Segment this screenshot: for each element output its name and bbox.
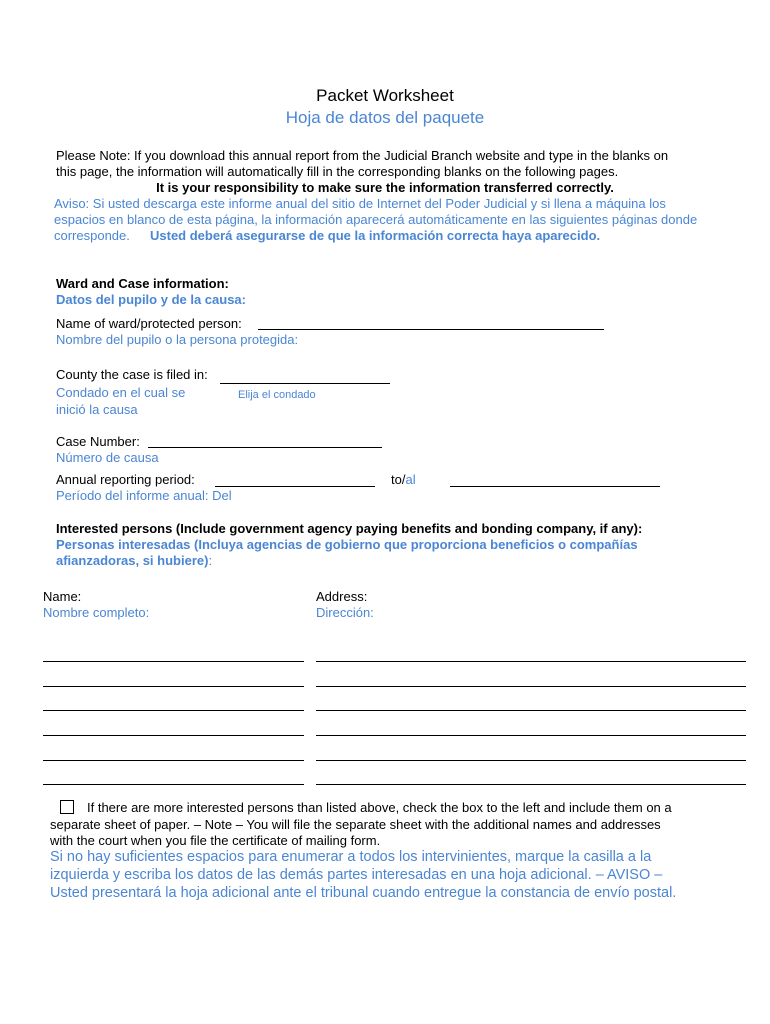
person-name-field[interactable]	[43, 686, 304, 687]
case-number-field[interactable]	[148, 447, 382, 448]
name-column-label-spanish: Nombre completo:	[43, 605, 150, 620]
case-number-label-spanish: Número de causa	[56, 450, 159, 465]
person-address-field[interactable]	[316, 735, 746, 736]
name-column-label: Name:	[43, 589, 82, 604]
person-address-field[interactable]	[316, 661, 746, 662]
ward-section-heading: Ward and Case information:	[56, 276, 229, 291]
note-en-line: Please Note: If you download this annual report from the Judicial Branch website and type in the blanks on	[56, 148, 669, 163]
person-address-field[interactable]	[316, 710, 746, 711]
period-label-spanish: Período del informe anual: Del	[56, 488, 232, 503]
period-label: Annual reporting period:	[56, 472, 195, 487]
page-title: Packet Worksheet	[316, 86, 454, 105]
period-to-label: to/al	[391, 472, 416, 487]
county-label-spanish: Condado en el cual se	[56, 385, 186, 400]
note-en-line: this page, the information will automatically fill in the corresponding blanks on the following pages.	[56, 164, 619, 179]
more-persons-checkbox[interactable]	[60, 800, 74, 814]
note-es-line: espacios en blanco de esta página, la información aparecerá automáticamente en las siguientes páginas donde	[54, 212, 698, 227]
period-end-field[interactable]	[450, 486, 660, 487]
ward-name-label-spanish: Nombre del pupilo o la persona protegida:	[56, 332, 299, 347]
more-persons-es-line: Si no hay suficientes espacios para enumerar a todos los intervinientes, marque la casilla a la	[50, 849, 652, 865]
interested-heading-spanish: afianzadoras, si hubiere):	[56, 553, 213, 568]
person-name-field[interactable]	[43, 760, 304, 761]
period-start-field[interactable]	[215, 486, 375, 487]
case-number-label: Case Number:	[56, 434, 140, 449]
address-column-label: Address:	[316, 589, 368, 604]
interested-heading-spanish: Personas interesadas (Incluya agencias de gobierno que proporciona beneficios o compañías	[56, 537, 638, 552]
person-name-field[interactable]	[43, 784, 304, 785]
county-select[interactable]	[220, 383, 390, 384]
ward-section-heading-spanish: Datos del pupilo y de la causa:	[56, 292, 246, 307]
county-label-spanish: inició la causa	[56, 402, 138, 417]
more-persons-en-line: If there are more interested persons than listed above, check the box to the left and include them on a	[87, 800, 672, 815]
note-es-line: corresponde.	[54, 228, 130, 243]
page-title-spanish: Hoja de datos del paquete	[285, 108, 485, 127]
more-persons-en-line: with the court when you file the certificate of mailing form.	[50, 833, 381, 848]
note-es-bold: Usted deberá asegurarse de que la información correcta haya aparecido.	[150, 228, 601, 243]
county-label: County the case is filed in:	[56, 367, 208, 382]
interested-heading: Interested persons (Include government agency paying benefits and bonding company, if any):	[56, 521, 643, 536]
ward-name-label: Name of ward/protected person:	[56, 316, 242, 331]
person-address-field[interactable]	[316, 784, 746, 785]
county-select-placeholder[interactable]: Elija el condado	[238, 389, 316, 401]
note-en-bold: It is your responsibility to make sure the information transferred correctly.	[156, 180, 614, 195]
note-es-line: Aviso: Si usted descarga este informe anual del sitio de Internet del Poder Judicial y si llena a máquina los	[54, 196, 666, 211]
more-persons-en-line: separate sheet of paper. – Note – You will file the separate sheet with the additional names and addresses	[50, 817, 661, 832]
person-address-field[interactable]	[316, 760, 746, 761]
more-persons-es-line: izquierda y escriba los datos de las demás partes interesadas en una hoja adicional. – AVISO –	[50, 867, 663, 883]
person-name-field[interactable]	[43, 661, 304, 662]
person-name-field[interactable]	[43, 710, 304, 711]
person-address-field[interactable]	[316, 686, 746, 687]
person-name-field[interactable]	[43, 735, 304, 736]
address-column-label-spanish: Dirección:	[316, 605, 374, 620]
ward-name-field[interactable]	[258, 329, 604, 330]
more-persons-es-line: Usted presentará la hoja adicional ante el tribunal cuando entregue la constancia de envío postal.	[50, 885, 677, 901]
